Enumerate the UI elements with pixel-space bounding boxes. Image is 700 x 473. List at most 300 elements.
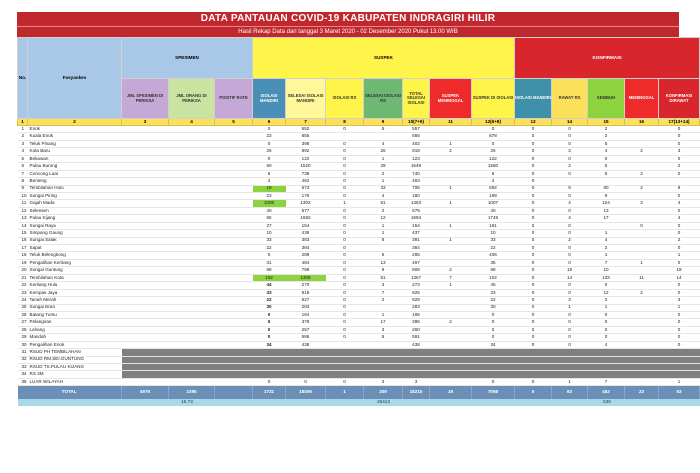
- cell: 0: [552, 252, 588, 259]
- column-number: 10(7+9): [403, 119, 430, 126]
- cell: 9: [588, 192, 625, 199]
- cell: [122, 170, 169, 177]
- cell: 0: [659, 319, 700, 326]
- cell: 0: [326, 126, 364, 133]
- cell: 2: [625, 185, 659, 192]
- cell: 0: [515, 326, 552, 333]
- grand-spacer: [18, 399, 122, 406]
- column-number: 4: [169, 119, 215, 126]
- cell: 402: [403, 140, 430, 147]
- cell: 0: [326, 259, 364, 266]
- facility-name: Simpang Gaung: [28, 230, 122, 237]
- cell: 102: [253, 274, 286, 281]
- cell: 2: [430, 267, 472, 274]
- cell: 0: [326, 192, 364, 199]
- suspek-total: 25413: [253, 399, 515, 406]
- column-number: 5: [215, 119, 253, 126]
- cell: [364, 341, 403, 348]
- cell: 66: [253, 215, 286, 222]
- cell: 1363: [403, 200, 430, 207]
- cell: 2: [552, 237, 588, 244]
- cell: 0: [659, 245, 700, 252]
- cell: 25: [472, 148, 515, 155]
- header-spesimen: SPESIMEN: [122, 38, 253, 79]
- total-cell: 1731: [253, 386, 286, 399]
- cell: 7: [430, 274, 472, 281]
- cell: [215, 170, 253, 177]
- cell: 0: [659, 170, 700, 177]
- cell: 0: [552, 289, 588, 296]
- cell: 0: [659, 192, 700, 199]
- row-number: 28: [18, 326, 28, 333]
- cell: 3: [659, 297, 700, 304]
- cell: 0: [326, 267, 364, 274]
- cell: [215, 207, 253, 214]
- cell: 1: [552, 378, 588, 385]
- cell: 260: [403, 326, 430, 333]
- cell: 1: [552, 304, 588, 311]
- cell: [122, 304, 169, 311]
- cell: 1: [326, 200, 364, 207]
- cell: 3: [552, 148, 588, 155]
- cell: 33: [472, 289, 515, 296]
- cell: 35: [472, 259, 515, 266]
- table-row: [18, 252, 700, 259]
- cell: 0: [659, 341, 700, 348]
- cell: 0: [253, 319, 286, 326]
- column-number: 9: [364, 119, 403, 126]
- cell: [122, 163, 169, 170]
- cell: [122, 140, 169, 147]
- cell: 0: [326, 297, 364, 304]
- cell: 9: [364, 267, 403, 274]
- cell: [122, 341, 169, 348]
- cell: [122, 192, 169, 199]
- subheader-cell: JML ORANG DI PERIKSA: [169, 79, 215, 119]
- cell: 1: [588, 304, 625, 311]
- cell: 738: [286, 170, 326, 177]
- facility-name: Pengalihan Enok: [28, 341, 122, 348]
- cell: 808: [403, 267, 430, 274]
- subheader-cell: ISOLASI RS: [326, 79, 364, 119]
- cell: 398: [286, 140, 326, 147]
- cell: 0: [515, 178, 552, 185]
- gray-fill: [122, 371, 700, 378]
- cell: [215, 252, 253, 259]
- cell: 22: [472, 245, 515, 252]
- cell: 12: [364, 215, 403, 222]
- cell: 586: [286, 334, 326, 341]
- cell: [215, 148, 253, 155]
- cell: 0: [326, 237, 364, 244]
- cell: [430, 311, 472, 318]
- row-number: 15: [18, 230, 28, 237]
- cell: [430, 133, 472, 140]
- cell: 655: [286, 133, 326, 140]
- cell: [122, 297, 169, 304]
- cell: 14: [552, 274, 588, 281]
- cell: [169, 341, 215, 348]
- cell: 0: [326, 215, 364, 222]
- cell: [430, 207, 472, 214]
- cell: 2: [364, 297, 403, 304]
- covid-table: [17, 37, 700, 406]
- cell: [169, 222, 215, 229]
- cell: 102: [472, 274, 515, 281]
- cell: [122, 133, 169, 140]
- cell: 0: [552, 230, 588, 237]
- cell: 2: [625, 148, 659, 155]
- cell: 45: [472, 282, 515, 289]
- cell: 133: [588, 274, 625, 281]
- cell: 4: [472, 178, 515, 185]
- cell: [215, 334, 253, 341]
- table-row: [18, 356, 700, 363]
- cell: [169, 267, 215, 274]
- cell: 0: [515, 222, 552, 229]
- cell: 0: [659, 126, 700, 133]
- cell: [215, 274, 253, 281]
- cell: 0: [515, 148, 552, 155]
- cell: 0: [326, 252, 364, 259]
- cell: [625, 230, 659, 237]
- cell: 164: [286, 311, 326, 318]
- cell: 0: [588, 282, 625, 289]
- cell: [169, 237, 215, 244]
- cell: 124: [588, 200, 625, 207]
- column-number: 3: [122, 119, 169, 126]
- cell: 257: [286, 326, 326, 333]
- cell: [625, 207, 659, 214]
- cell: 557: [403, 126, 430, 133]
- row-number: 12: [18, 207, 28, 214]
- row-number: 3: [18, 140, 28, 147]
- cell: 0: [515, 163, 552, 170]
- cell: [625, 311, 659, 318]
- cell: [169, 304, 215, 311]
- cell: 40: [472, 207, 515, 214]
- cell: 0: [552, 140, 588, 147]
- cell: [215, 200, 253, 207]
- cell: 2: [625, 289, 659, 296]
- cell: 396: [403, 319, 430, 326]
- cell: [169, 178, 215, 185]
- cell: [122, 319, 169, 326]
- cell: 0: [326, 207, 364, 214]
- total-label: TOTAL: [18, 386, 122, 399]
- cell: [169, 185, 215, 192]
- cell: 0: [253, 140, 286, 147]
- cell: [430, 163, 472, 170]
- table-row: [18, 170, 700, 177]
- cell: 0: [515, 237, 552, 244]
- cell: 0: [552, 222, 588, 229]
- cell: 552: [286, 126, 326, 133]
- cell: 0: [472, 140, 515, 147]
- cell: 0: [552, 155, 588, 162]
- cell: [326, 133, 364, 140]
- cell: 0: [326, 311, 364, 318]
- table-row: [18, 311, 700, 318]
- row-number: 24: [18, 297, 28, 304]
- cell: 0: [659, 282, 700, 289]
- table-row: [18, 215, 700, 222]
- cell: 437: [403, 230, 430, 237]
- cell: 8: [364, 237, 403, 244]
- facility-name: RSUD PH TEMBILAHAN: [28, 349, 122, 356]
- cell: 25: [253, 148, 286, 155]
- cell: [430, 304, 472, 311]
- total-cell: 452: [588, 386, 625, 399]
- cell: 0: [326, 163, 364, 170]
- cell: 462: [286, 178, 326, 185]
- cell: 0: [515, 192, 552, 199]
- table-row: [18, 178, 700, 185]
- table-row: [18, 192, 700, 199]
- cell: [364, 245, 403, 252]
- cell: 270: [286, 282, 326, 289]
- cell: 176: [286, 192, 326, 199]
- cell: [215, 230, 253, 237]
- row-number: 18: [18, 252, 28, 259]
- cell: 1: [364, 155, 403, 162]
- cell: 1306: [286, 274, 326, 281]
- cell: 2: [625, 170, 659, 177]
- cell: 1006: [253, 200, 286, 207]
- cell: 0: [326, 148, 364, 155]
- facility-name: Pulau Kijang: [28, 215, 122, 222]
- cell: 0: [659, 311, 700, 318]
- column-number: 14: [552, 119, 588, 126]
- column-number: 16: [625, 119, 659, 126]
- cell: 30: [253, 304, 286, 311]
- cell: [215, 319, 253, 326]
- cell: 0: [659, 259, 700, 266]
- cell: 0: [326, 170, 364, 177]
- cell: 1: [659, 252, 700, 259]
- facility-name: Lahang: [28, 326, 122, 333]
- table-row: [18, 148, 700, 155]
- cell: 4: [588, 148, 625, 155]
- cell: 0: [515, 259, 552, 266]
- cell: [122, 334, 169, 341]
- cell: 0: [326, 289, 364, 296]
- cell: [625, 297, 659, 304]
- cell: [625, 304, 659, 311]
- cell: [588, 178, 625, 185]
- cell: 0: [326, 334, 364, 341]
- cell: 0: [326, 245, 364, 252]
- cell: [215, 282, 253, 289]
- cell: 1520: [286, 163, 326, 170]
- cell: [169, 252, 215, 259]
- total-cell: 63: [552, 386, 588, 399]
- facility-name: Kota Baru: [28, 148, 122, 155]
- cell: [430, 378, 472, 385]
- cell: 0: [253, 334, 286, 341]
- cell: 3: [625, 200, 659, 207]
- cell: [169, 289, 215, 296]
- cell: [430, 155, 472, 162]
- cell: [169, 200, 215, 207]
- row-number: 5: [18, 155, 28, 162]
- cell: 0: [659, 140, 700, 147]
- row-number: 16: [18, 237, 28, 244]
- subheader-cell: SELESAI ISOLASI RS: [364, 79, 403, 119]
- cell: 0: [588, 319, 625, 326]
- cell: [430, 289, 472, 296]
- cell: 3: [364, 282, 403, 289]
- cell: 4: [659, 200, 700, 207]
- table-row: [18, 378, 700, 385]
- cell: [215, 326, 253, 333]
- cell: 0: [515, 155, 552, 162]
- cell: [169, 133, 215, 140]
- cell: 5: [364, 126, 403, 133]
- cell: 1682: [286, 215, 326, 222]
- cell: 0: [515, 319, 552, 326]
- cell: 0: [326, 319, 364, 326]
- cell: 0: [515, 140, 552, 147]
- subheader-cell: SELESAI ISOLASI MANDIRI: [286, 79, 326, 119]
- facility-name: Mandah: [28, 334, 122, 341]
- subheader-cell: MENINGGAL: [625, 79, 659, 119]
- facility-name: Bekawan: [28, 155, 122, 162]
- cell: 383: [286, 237, 326, 244]
- row-number: 1: [18, 126, 28, 133]
- facility-name: Pelangiran: [28, 319, 122, 326]
- row-number: 29: [18, 334, 28, 341]
- cell: [169, 230, 215, 237]
- cell: 181: [472, 222, 515, 229]
- facility-name: RSUD TS.PULAU KIJANG: [28, 364, 122, 371]
- table-row: [18, 200, 700, 207]
- cell: [215, 297, 253, 304]
- cell: [122, 126, 169, 133]
- cell: [215, 245, 253, 252]
- cell: [625, 319, 659, 326]
- cell: 0: [326, 140, 364, 147]
- cell: 4: [552, 215, 588, 222]
- cell: 4: [253, 178, 286, 185]
- column-number: 11: [430, 119, 472, 126]
- cell: [588, 222, 625, 229]
- cell: [122, 252, 169, 259]
- cell: [215, 289, 253, 296]
- row-number: 11: [18, 200, 28, 207]
- cell: 4: [364, 140, 403, 147]
- cell: 4: [588, 341, 625, 348]
- cell: 0: [515, 282, 552, 289]
- cell: 0: [326, 230, 364, 237]
- cell: 0: [326, 178, 364, 185]
- cell: [122, 378, 169, 385]
- row-number: 26: [18, 311, 28, 318]
- total-cell: 2395: [169, 386, 215, 399]
- cell: [215, 237, 253, 244]
- cell: 60: [253, 163, 286, 170]
- cell: [122, 185, 169, 192]
- cell: 1: [430, 222, 472, 229]
- cell: 122: [286, 155, 326, 162]
- cell: [122, 155, 169, 162]
- page-subtitle: Hasil Rekap Data dari tanggal 3 Maret 2020 - 02 Desember 2020 Pukul 13.00 WIB: [17, 26, 679, 37]
- cell: 7: [364, 289, 403, 296]
- cell: 5: [472, 170, 515, 177]
- cell: 0: [253, 155, 286, 162]
- cell: 1: [430, 140, 472, 147]
- cell: 6: [588, 170, 625, 177]
- cell: [430, 341, 472, 348]
- cell: [215, 133, 253, 140]
- cell: 0: [253, 126, 286, 133]
- cell: 740: [403, 170, 430, 177]
- column-number: 2: [28, 119, 122, 126]
- cell: 61: [364, 200, 403, 207]
- cell: 1: [659, 304, 700, 311]
- cell: 1549: [403, 163, 430, 170]
- cell: 406: [472, 252, 515, 259]
- cell: [169, 326, 215, 333]
- cell: [169, 274, 215, 281]
- cell: 438: [286, 341, 326, 348]
- cell: 0: [552, 259, 588, 266]
- cell: 0: [588, 334, 625, 341]
- subheader-cell: SUSPEK DI ISOLASI: [472, 79, 515, 119]
- cell: 180: [403, 192, 430, 199]
- row-number: 7: [18, 170, 28, 177]
- cell: [552, 178, 588, 185]
- cell: 0: [552, 319, 588, 326]
- cell: 12: [588, 289, 625, 296]
- cell: [122, 289, 169, 296]
- cell: [169, 334, 215, 341]
- cell: [169, 259, 215, 266]
- cell: [215, 185, 253, 192]
- cell: 2: [588, 126, 625, 133]
- table-row: [18, 126, 700, 133]
- table-row: [18, 274, 700, 281]
- cell: 0: [515, 126, 552, 133]
- cell: 68: [253, 267, 286, 274]
- cell: 6: [364, 252, 403, 259]
- cell: 0: [552, 207, 588, 214]
- cell: 9: [659, 185, 700, 192]
- subheader-cell: TOTAL SELESAI ISOLASI: [403, 79, 430, 119]
- total-cell: 4976: [122, 386, 169, 399]
- cell: 7: [588, 259, 625, 266]
- cell: 692: [472, 185, 515, 192]
- cell: 0: [472, 311, 515, 318]
- cell: 295: [403, 252, 430, 259]
- cell: 0: [326, 274, 364, 281]
- total-cell: [215, 386, 253, 399]
- cell: 0: [659, 334, 700, 341]
- gray-fill: [122, 364, 700, 371]
- cell: [215, 259, 253, 266]
- cell: 4: [552, 200, 588, 207]
- cell: 3: [364, 326, 403, 333]
- cell: [122, 267, 169, 274]
- cell: 2: [588, 245, 625, 252]
- table-row: [18, 267, 700, 274]
- cell: 2: [430, 148, 472, 155]
- cell: 3: [659, 148, 700, 155]
- cell: 30: [472, 304, 515, 311]
- row-number: 23: [18, 289, 28, 296]
- cell: 3: [552, 297, 588, 304]
- cell: 0: [552, 334, 588, 341]
